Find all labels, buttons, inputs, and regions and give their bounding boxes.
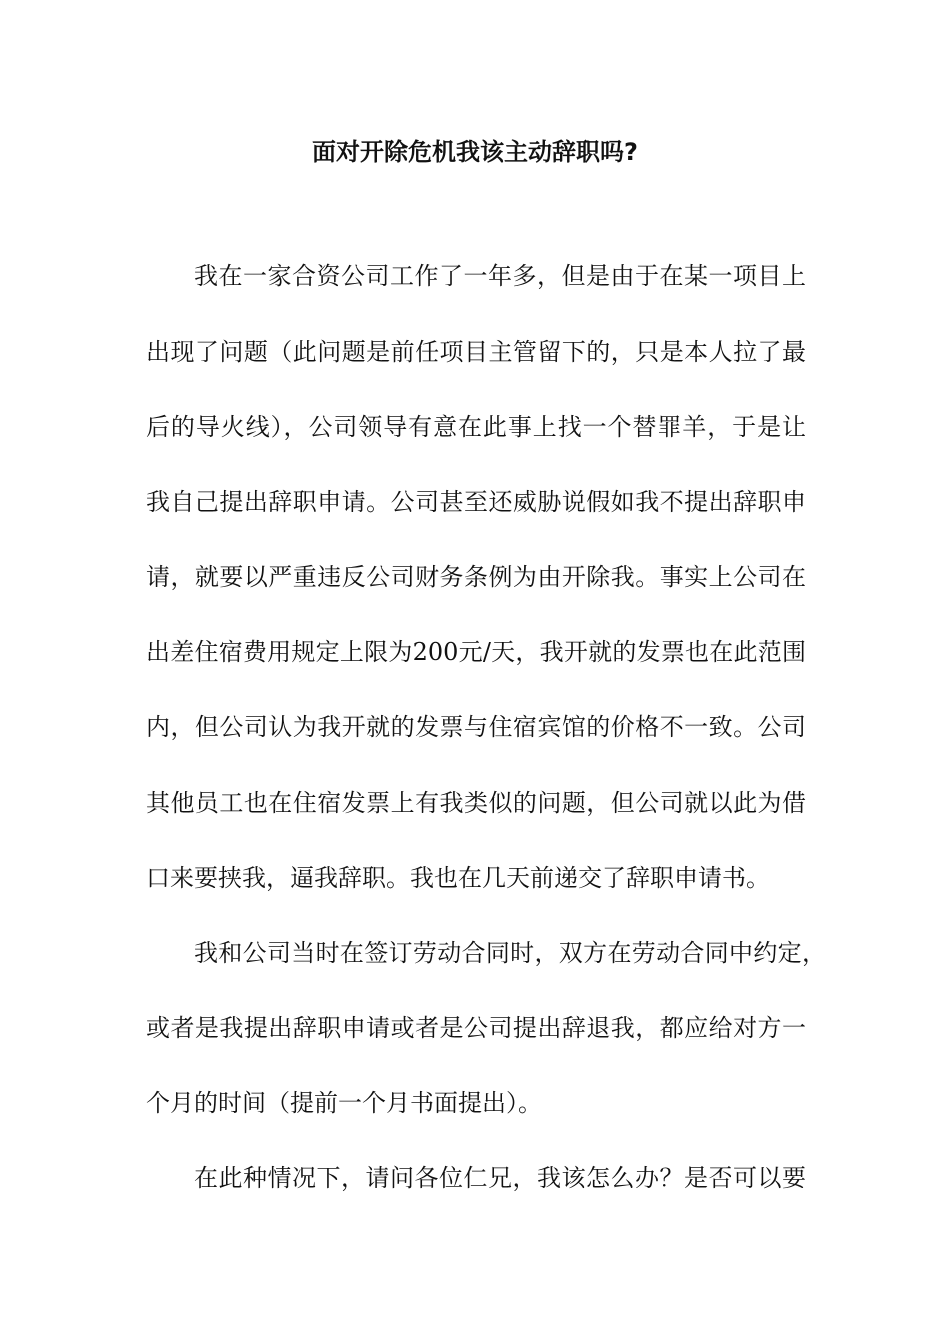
paragraph-line: 内，但公司认为我开就的发票与住宿宾馆的价格不一致。公司	[146, 713, 806, 741]
paragraph-line: 在此种情况下，请问各位仁兄，我该怎么办？是否可以要	[194, 1164, 806, 1192]
paragraph-line: 出现了问题（此问题是前任项目主管留下的，只是本人拉了最	[146, 338, 806, 366]
paragraph-line: 后的导火线），公司领导有意在此事上找一个替罪羊，于是让	[146, 413, 806, 441]
paragraph-line: 我自己提出辞职申请。公司甚至还威胁说假如我不提出辞职申	[146, 488, 806, 516]
paragraph-line: 我在一家合资公司工作了一年多，但是由于在某一项目上	[194, 262, 806, 290]
paragraph-line: 我和公司当时在签订劳动合同时，双方在劳动合同中约定，	[194, 939, 826, 967]
paragraph-line: 个月的时间（提前一个月书面提出）。	[146, 1089, 542, 1117]
paragraph-line: 其他员工也在住宿发票上有我类似的问题，但公司就以此为借	[146, 789, 806, 817]
paragraph-line: 出差住宿费用规定上限为200元/天，我开就的发票也在此范围	[146, 638, 806, 666]
paragraph-line: 口来要挟我，逼我辞职。我也在几天前递交了辞职申请书。	[146, 864, 770, 892]
paragraph-line: 请，就要以严重违反公司财务条例为由开除我。事实上公司在	[146, 563, 806, 591]
document-title: 面对开除危机我该主动辞职吗?	[312, 138, 638, 166]
paragraph-line: 或者是我提出辞职申请或者是公司提出辞退我，都应给对方一	[146, 1014, 806, 1042]
